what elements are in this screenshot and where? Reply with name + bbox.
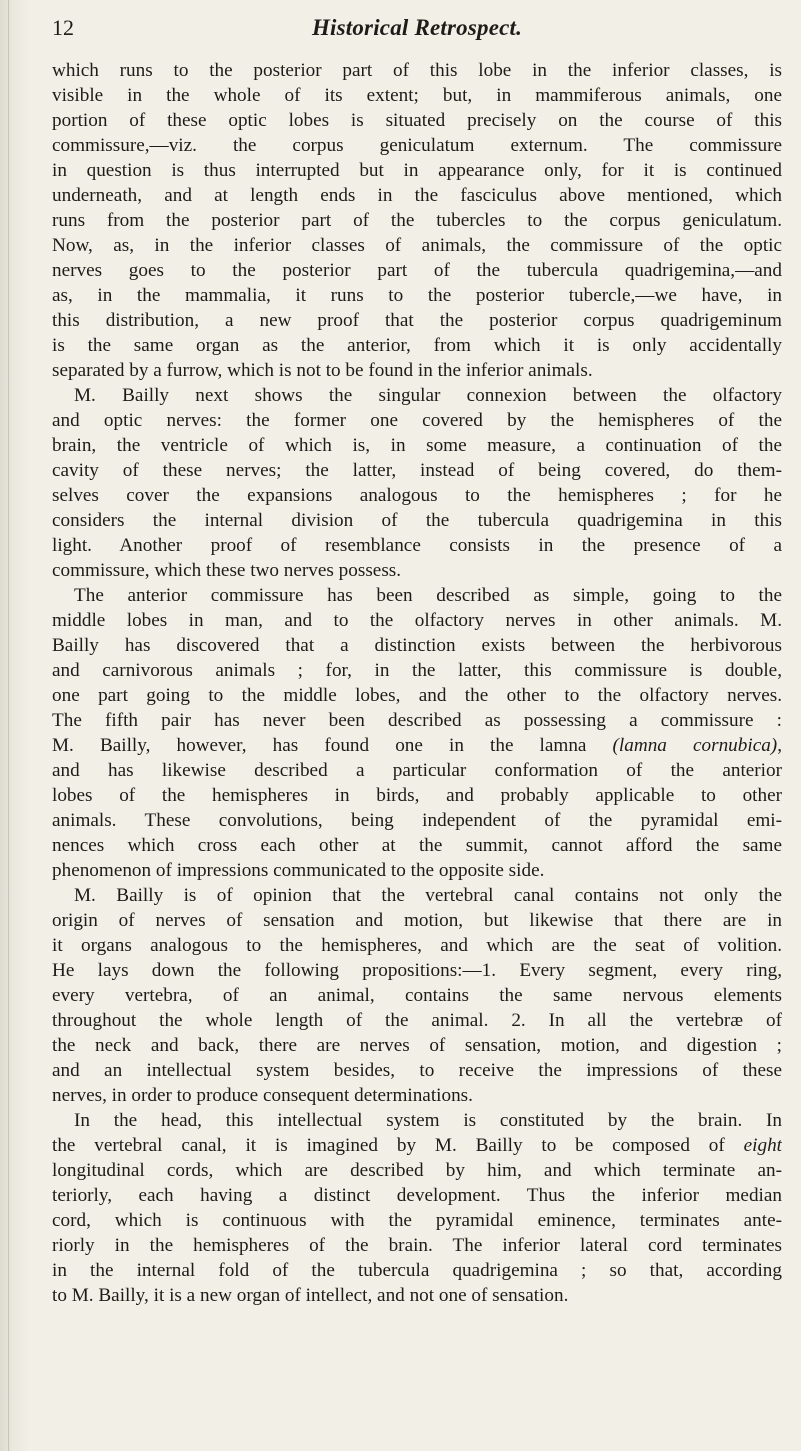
running-title: Historical Retrospect. xyxy=(311,15,523,40)
text-line: M. Bailly next shows the singular connexion between the olfactory xyxy=(74,385,782,406)
text-line: M. Bailly is of opinion that the vertebral canal contains not only the xyxy=(74,885,782,906)
text-line: animals. These convolutions, being independent of the pyramidal emi- xyxy=(52,810,782,831)
text-line: throughout the whole length of the animal. 2. In all the vertebræ of xyxy=(52,1010,782,1031)
text-line: The anterior commissure has been described as simple, going to the xyxy=(74,585,782,606)
italic-species-name: (lamna cornubica) xyxy=(612,735,778,756)
text-line: and optic nerves: the former one covered by the hemispheres of the xyxy=(52,410,782,431)
text-line: the neck and back, there are nerves of sensation, motion, and digestion ; xyxy=(52,1035,782,1056)
text-line: cord, which is continuous with the pyramidal eminence, terminates ante- xyxy=(52,1210,782,1231)
text-line: and carnivorous animals ; for, in the latter, this commissure is double, xyxy=(52,660,782,681)
text-line: separated by a furrow, which is not to be found in the inferior animals. xyxy=(52,360,593,381)
text-line: riorly in the hemispheres of the brain. The inferior lateral cord terminates xyxy=(52,1235,782,1256)
text-line: in the internal fold of the tubercula quadrigemina ; so that, according xyxy=(52,1260,782,1281)
text-line: in question is thus interrupted but in appearance only, for it is continued xyxy=(52,160,782,181)
text-line: runs from the posterior part of the tubercles to the corpus geniculatum. xyxy=(52,210,782,231)
text-line: Now, as, in the inferior classes of animals, the commissure of the optic xyxy=(52,235,782,256)
text-line: The fifth pair has never been described as possessing a commissure : xyxy=(52,710,782,731)
text-line: commissure, which these two nerves possess. xyxy=(52,560,402,581)
text-line: selves cover the expansions analogous to the hemispheres ; for he xyxy=(52,485,782,506)
text-line: portion of these optic lobes is situated precisely on the course of this xyxy=(52,110,782,131)
text-line: and has likewise described a particular conformation of the anterior xyxy=(52,760,782,781)
page-gutter-line xyxy=(8,0,9,1451)
text-line: underneath, and at length ends in the fasciculus above mentioned, which xyxy=(52,185,782,206)
text-line: the vertebral canal, it is imagined by M. Bailly to be composed of eight xyxy=(52,1135,782,1156)
text-line: one part going to the middle lobes, and the other to the olfactory nerves. xyxy=(52,685,782,706)
text-line: teriorly, each having a distinct development. Thus the inferior median xyxy=(52,1185,782,1206)
text-line: commissure,—viz. the corpus geniculatum externum. The commissure xyxy=(52,135,782,156)
text-line: to M. Bailly, it is a new organ of intellect, and not one of sensation. xyxy=(52,1285,569,1306)
text-line: He lays down the following propositions:—1. Every segment, every ring, xyxy=(52,960,782,981)
text-line: every vertebra, of an animal, contains the same nervous elements xyxy=(52,985,782,1006)
text-line: In the head, this intellectual system is constituted by the brain. In xyxy=(74,1110,782,1131)
page-header xyxy=(52,8,782,48)
text-line: which runs to the posterior part of this lobe in the inferior classes, is xyxy=(52,60,782,81)
text-line: considers the internal division of the tubercula quadrigemina in this xyxy=(52,510,782,531)
italic-word: eight xyxy=(743,1135,782,1156)
text-line: Bailly has discovered that a distinction exists between the herbivorous xyxy=(52,635,782,656)
body-text xyxy=(52,58,782,1308)
text-line: and an intellectual system besides, to receive the impressions of these xyxy=(52,1060,782,1081)
text-line: nences which cross each other at the summit, cannot afford the same xyxy=(52,835,782,856)
text-line: origin of nerves of sensation and motion, but likewise that there are in xyxy=(52,910,782,931)
text-line: as, in the mammalia, it runs to the posterior tubercle,—we have, in xyxy=(52,285,782,306)
text-line: is the same organ as the anterior, from which it is only accidentally xyxy=(52,335,782,356)
text-line: this distribution, a new proof that the posterior corpus quadrigeminum xyxy=(52,310,782,331)
text-line: nerves goes to the posterior part of the tubercula quadrigemina,—and xyxy=(52,260,782,281)
text-line: lobes of the hemispheres in birds, and probably applicable to other xyxy=(52,785,782,806)
text-line: brain, the ventricle of which is, in some measure, a continuation of the xyxy=(52,435,782,456)
text-line: light. Another proof of resemblance consists in the presence of a xyxy=(52,535,782,556)
text-line: cavity of these nerves; the latter, instead of being covered, do them- xyxy=(52,460,782,481)
text-line: longitudinal cords, which are described by him, and which terminate an- xyxy=(52,1160,782,1181)
text-line: phenomenon of impressions communicated to the opposite side. xyxy=(52,860,545,881)
text-line: nerves, in order to produce consequent determinations. xyxy=(52,1085,473,1106)
text-line: it organs analogous to the hemispheres, and which are the seat of volition. xyxy=(52,935,782,956)
page-edge-shadow xyxy=(0,0,30,1451)
text-line: M. Bailly, however, has found one in the lamna (lamna cornubica), xyxy=(52,735,782,756)
text-line: visible in the whole of its extent; but, in mammiferous animals, one xyxy=(52,85,782,106)
page-number: 12 xyxy=(52,15,74,40)
text-line: middle lobes in man, and to the olfactory nerves in other animals. M. xyxy=(52,610,782,631)
